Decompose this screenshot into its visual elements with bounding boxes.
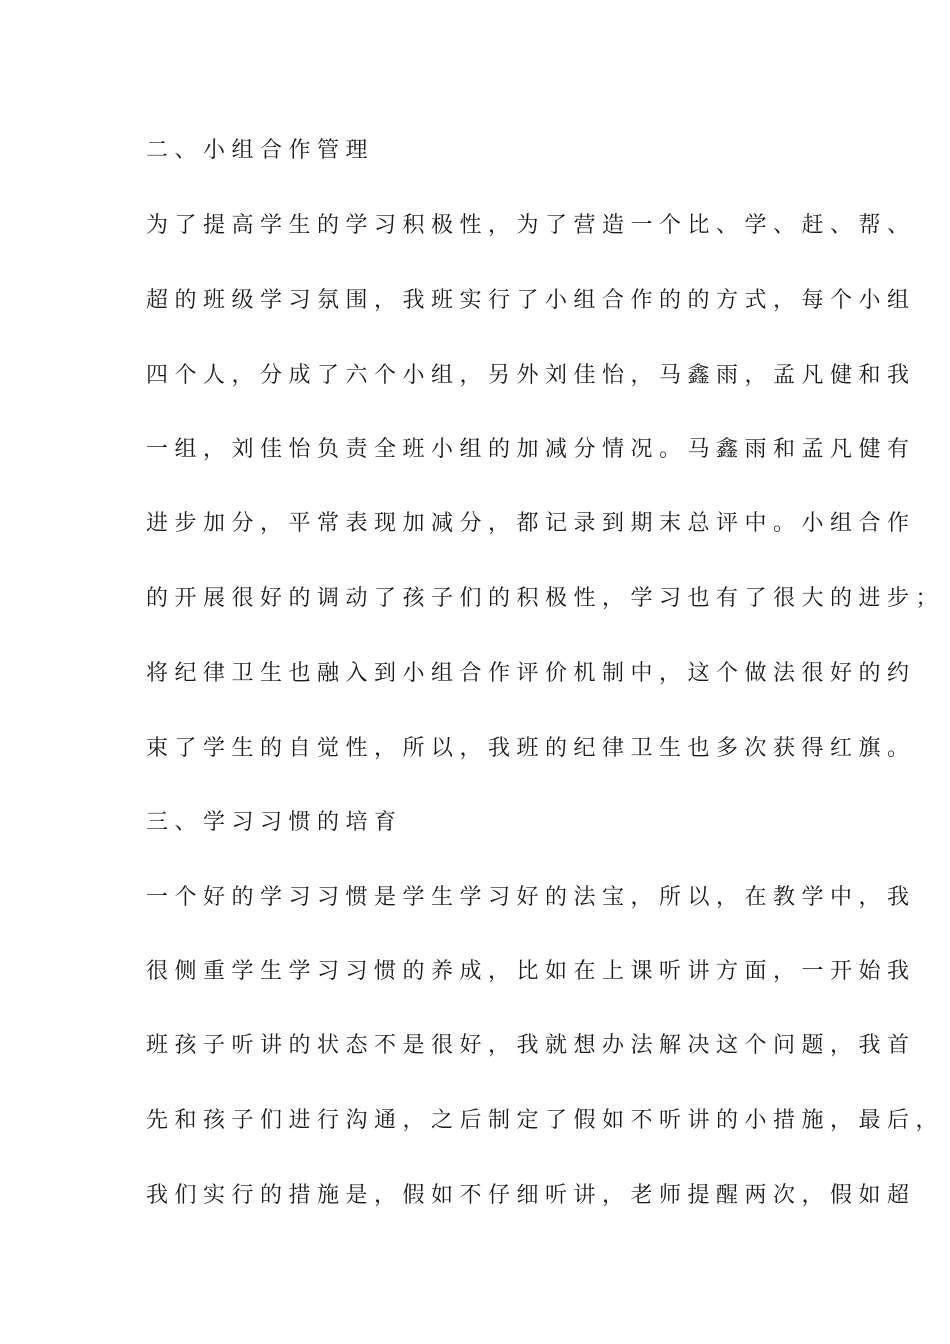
paragraph-line: 很侧重学生学习习惯的养成，比如在上课听讲方面，一开始我 bbox=[146, 959, 916, 984]
paragraph-line: 的开展很好的调动了孩子们的积极性，学习也有了很大的进步； bbox=[146, 586, 945, 611]
paragraph-line: 我们实行的措施是，假如不仔细听讲，老师提醒两次，假如超 bbox=[146, 1183, 916, 1208]
paragraph-line: 一个好的学习习惯是学生学习好的法宝，所以，在教学中，我 bbox=[146, 885, 916, 910]
paragraph-line: 班孩子听讲的状态不是很好，我就想办法解决这个问题，我首 bbox=[146, 1033, 916, 1058]
paragraph-line: 进步加分，平常表现加减分，都记录到期末总评中。小组合作 bbox=[146, 511, 916, 536]
section-heading-group-cooperation: 二、小组合作管理 bbox=[146, 138, 375, 163]
paragraph-line: 为了提高学生的学习积极性，为了营造一个比、学、赶、帮、 bbox=[146, 213, 916, 238]
section-heading-study-habits: 三、学习习惯的培育 bbox=[146, 810, 403, 835]
paragraph-line: 先和孩子们进行沟通，之后制定了假如不听讲的小措施，最后， bbox=[146, 1108, 945, 1133]
paragraph-line: 超的班级学习氛围，我班实行了小组合作的的方式，每个小组 bbox=[146, 288, 916, 313]
paragraph-line: 一组，刘佳怡负责全班小组的加减分情况。马鑫雨和孟凡健有 bbox=[146, 437, 916, 462]
paragraph-line: 四个人，分成了六个小组，另外刘佳怡，马鑫雨，孟凡健和我 bbox=[146, 363, 916, 388]
paragraph-line: 将纪律卫生也融入到小组合作评价机制中，这个做法很好的约 bbox=[146, 661, 916, 686]
paragraph-line: 束了学生的自觉性，所以，我班的纪律卫生也多次获得红旗。 bbox=[146, 736, 916, 761]
